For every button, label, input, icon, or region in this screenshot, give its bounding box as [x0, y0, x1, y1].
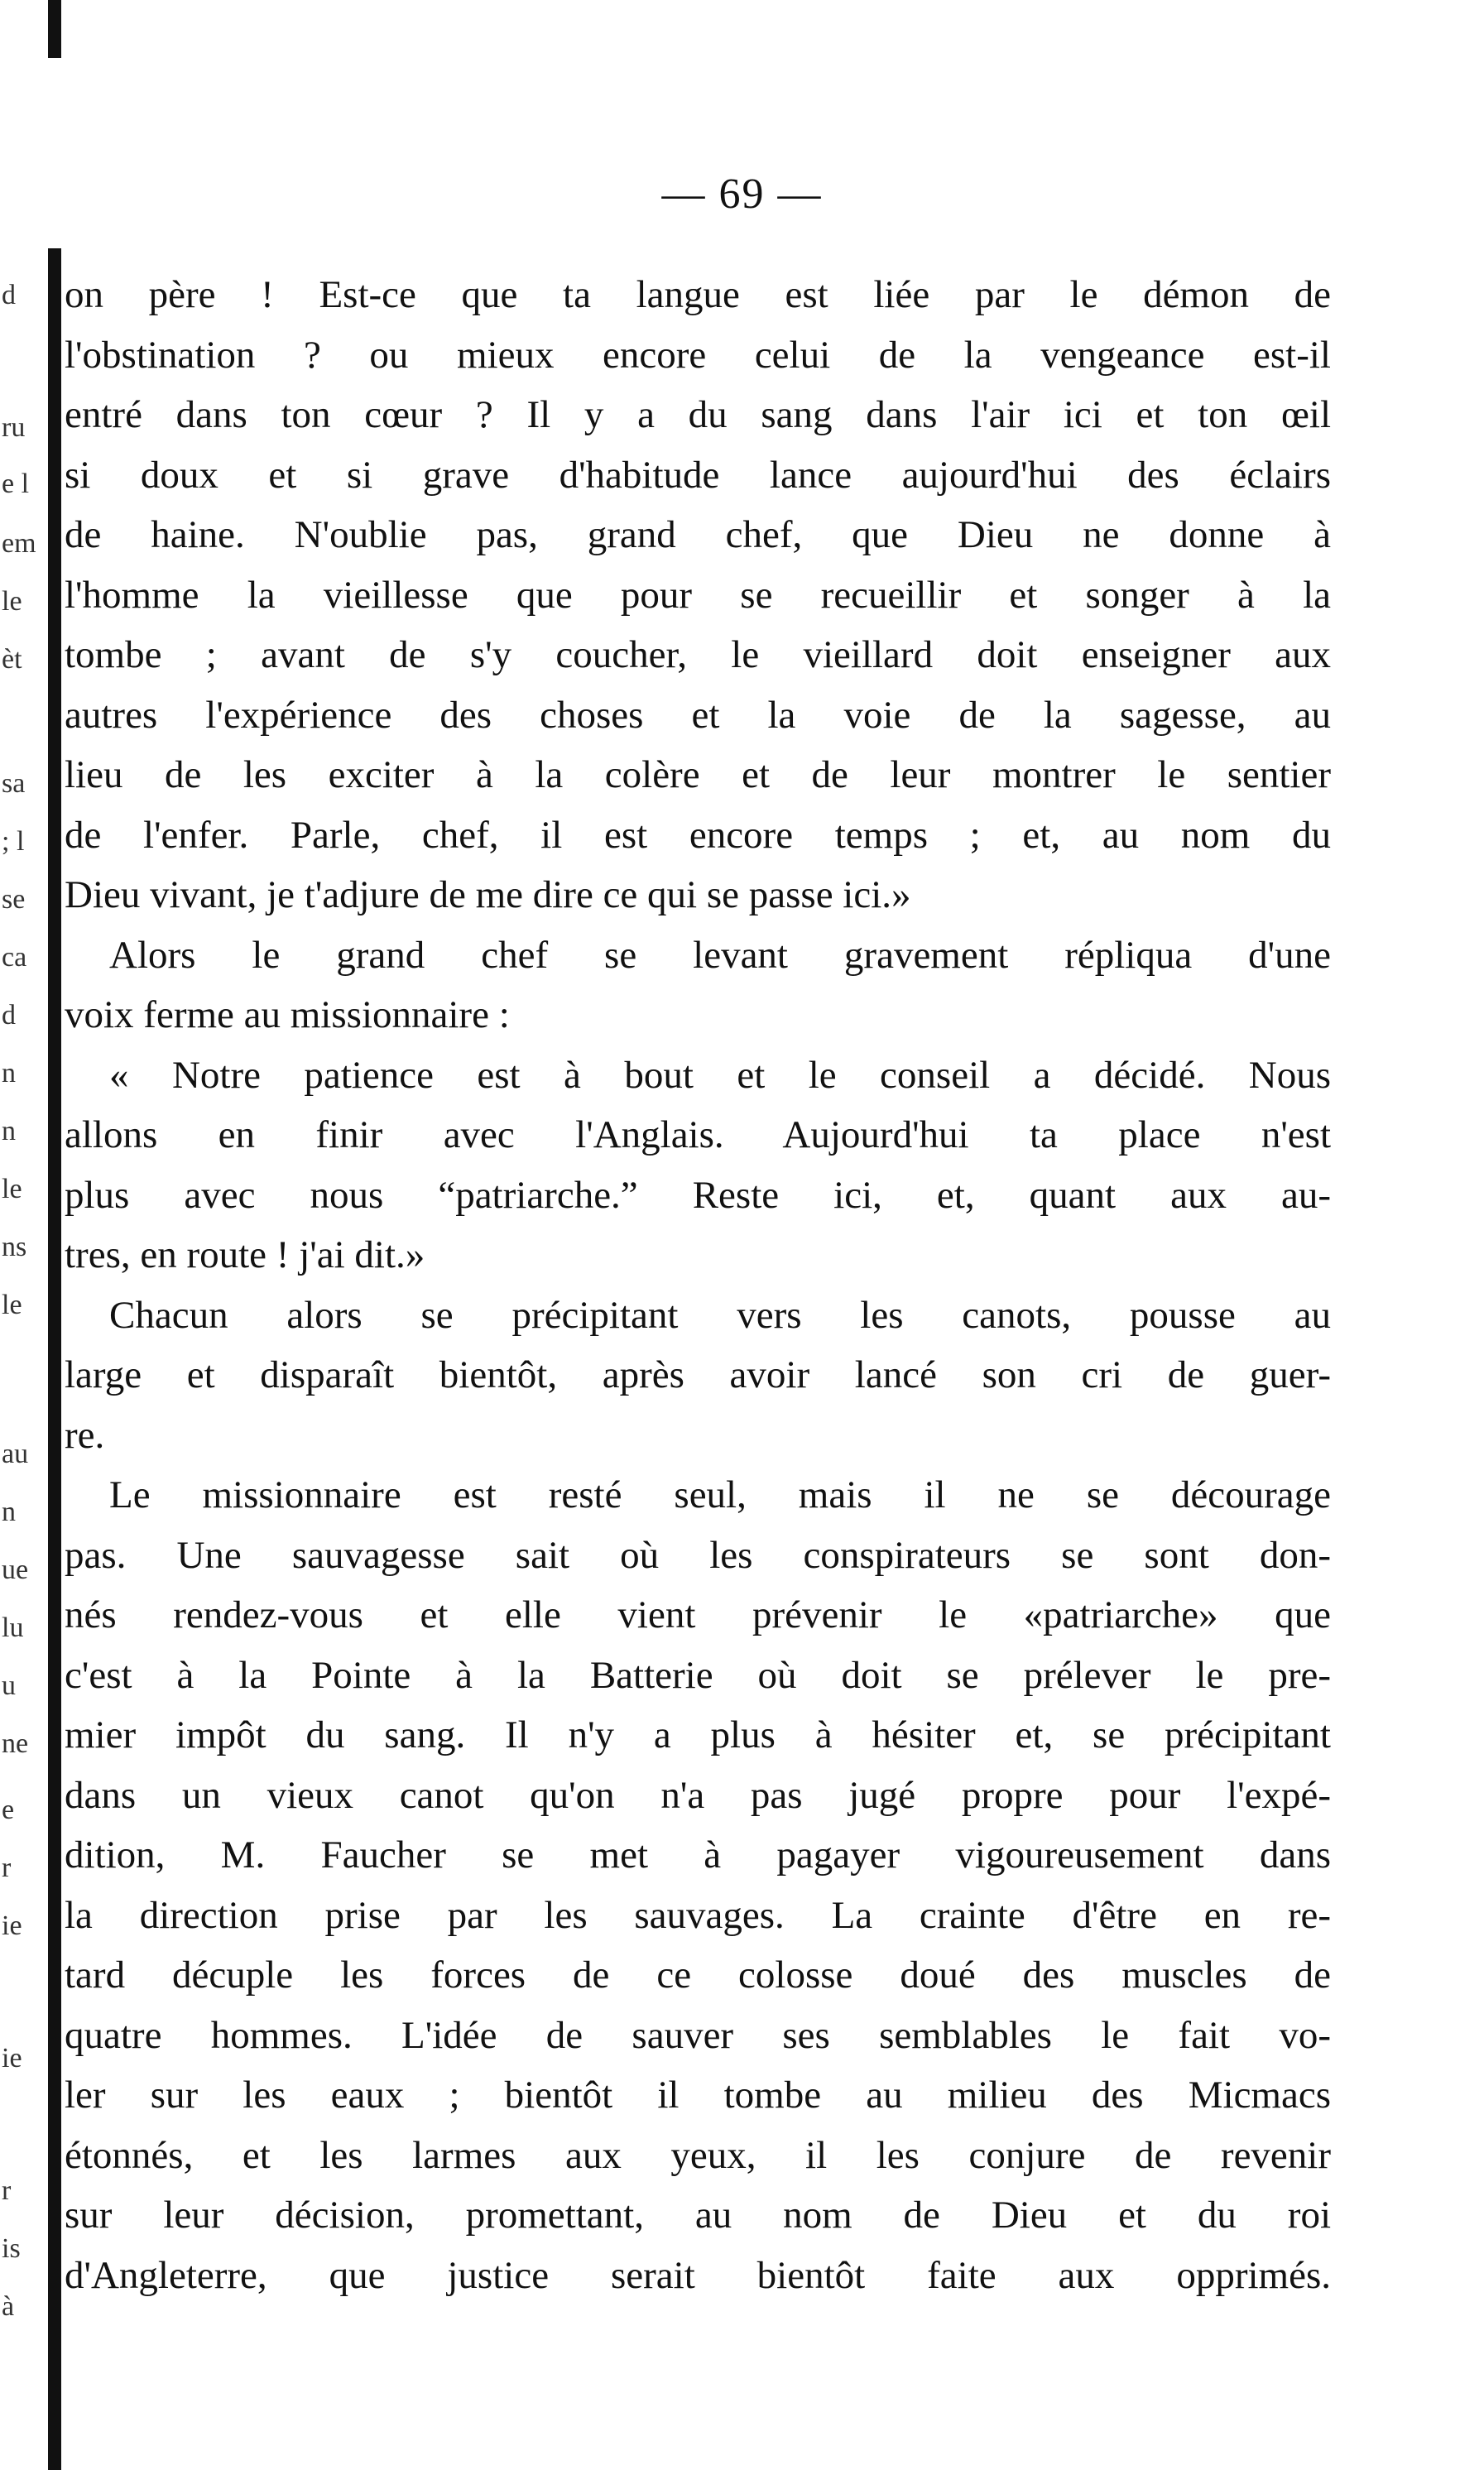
- body-text: [65, 265, 1331, 2305]
- text-line: « Notre patience est à bout et le conseil a décidé. Nous: [109, 1053, 1331, 1097]
- text-line: de haine. N'oublie pas, grand chef, que Dieu ne donne à: [65, 513, 1331, 556]
- margin-fragment: ns: [2, 1233, 27, 1261]
- text-line: quatre hommes. L'idée de sauver ses semblables le fait vo-: [65, 2013, 1331, 2057]
- margin-fragment: d: [2, 1002, 16, 1030]
- text-line: ler sur les eaux ; bientôt il tombe au milieu des Micmacs: [65, 2074, 1331, 2117]
- margin-fragment: èt: [2, 646, 22, 674]
- text-line: Chacun alors se précipitant vers les canots, pousse au: [109, 1293, 1331, 1337]
- margin-fragment: sa: [2, 770, 26, 798]
- margin-fragment: à: [2, 2293, 15, 2321]
- margin-fragment: au: [2, 1440, 29, 1468]
- margin-fragment: ru: [2, 414, 26, 442]
- text-line: tard décuple les forces de ce colosse doué des muscles de: [65, 1953, 1331, 1997]
- text-line: d'Angleterre, que justice serait bientôt faite aux opprimés.: [65, 2253, 1331, 2297]
- margin-fragment: e l: [2, 470, 30, 498]
- text-line: nés rendez-vous et elle vient prévenir le «patriarche» que: [65, 1593, 1331, 1636]
- text-line: entré dans ton cœur ? Il y a du sang dans l'air ici et ton œil: [65, 393, 1331, 436]
- text-line: Le missionnaire est resté seul, mais il ne se décourage: [109, 1473, 1331, 1516]
- margin-fragment: ie: [2, 1912, 22, 1940]
- text-line: c'est à la Pointe à la Batterie où doit se prélever le pre-: [65, 1653, 1331, 1697]
- margin-fragment: ca: [2, 944, 27, 972]
- text-line: de l'enfer. Parle, chef, il est encore temps ; et, au nom du: [65, 813, 1331, 857]
- margin-fragment: r: [2, 1854, 12, 1882]
- margin-fragment: ie: [2, 2045, 22, 2073]
- margin-fragment: se: [2, 886, 26, 914]
- page-number: — 69 —: [661, 171, 823, 218]
- text-line: plus avec nous “patriarche.” Reste ici, et, quant aux au-: [65, 1173, 1331, 1217]
- margin-fragment: r: [2, 2177, 12, 2205]
- margin-fragment: le: [2, 1175, 22, 1204]
- margin-fragment: d: [2, 281, 16, 310]
- text-line: lieu de les exciter à la colère et de leur montrer le sentier: [65, 753, 1331, 796]
- margin-fragment: lu: [2, 1614, 24, 1642]
- margin-fragment: is: [2, 2235, 21, 2263]
- text-line: dans un vieux canot qu'on n'a pas jugé propre pour l'expé-: [65, 1773, 1331, 1817]
- text-line: si doux et si grave d'habitude lance aujourd'hui des éclairs: [65, 453, 1331, 497]
- margin-fragment: n: [2, 1060, 16, 1088]
- margin-fragment: n: [2, 1498, 16, 1526]
- text-line: la direction prise par les sauvages. La crainte d'être en re-: [65, 1893, 1331, 1937]
- margin-fragment: ue: [2, 1556, 29, 1584]
- margin-fragment: u: [2, 1672, 16, 1700]
- margin-fragment: le: [2, 588, 22, 616]
- binding-edge: [48, 248, 61, 2470]
- text-line: on père ! Est-ce que ta langue est liée par le démon de: [65, 273, 1331, 316]
- text-line: re.: [65, 1413, 105, 1457]
- text-line: l'homme la vieillesse que pour se recueillir et songer à la: [65, 573, 1331, 617]
- text-line: allons en finir avec l'Anglais. Aujourd'hui ta place n'est: [65, 1113, 1331, 1156]
- adjacent-page-fragments: [0, 248, 48, 2321]
- margin-fragment: ; l: [2, 828, 25, 856]
- margin-fragment: e: [2, 1796, 15, 1824]
- text-line: tombe ; avant de s'y coucher, le vieillard doit enseigner aux: [65, 633, 1331, 676]
- text-line: l'obstination ? ou mieux encore celui de la vengeance est-il: [65, 333, 1331, 377]
- text-line: sur leur décision, promettant, au nom de Dieu et du roi: [65, 2194, 1331, 2237]
- margin-fragment: n: [2, 1117, 16, 1146]
- text-line: large et disparaît bientôt, après avoir lancé son cri de guer-: [65, 1353, 1331, 1396]
- margin-fragment: ne: [2, 1730, 29, 1758]
- text-line: Alors le grand chef se levant gravement répliqua d'une: [109, 933, 1331, 977]
- text-line: autres l'expérience des choses et la voie de la sagesse, au: [65, 693, 1331, 737]
- binding-edge-top: [48, 0, 61, 58]
- text-line: voix ferme au missionnaire :: [65, 993, 510, 1036]
- margin-fragment: le: [2, 1291, 22, 1319]
- text-line: pas. Une sauvagesse sait où les conspirateurs se sont don-: [65, 1533, 1331, 1577]
- text-line: dition, M. Faucher se met à pagayer vigoureusement dans: [65, 1833, 1331, 1877]
- text-line: tres, en route ! j'ai dit.»: [65, 1233, 425, 1276]
- text-line: mier impôt du sang. Il n'y a plus à hésiter et, se précipitant: [65, 1713, 1331, 1756]
- text-line: Dieu vivant, je t'adjure de me dire ce qui se passe ici.»: [65, 873, 911, 916]
- text-line: étonnés, et les larmes aux yeux, il les conjure de revenir: [65, 2133, 1331, 2177]
- margin-fragment: em: [2, 530, 36, 558]
